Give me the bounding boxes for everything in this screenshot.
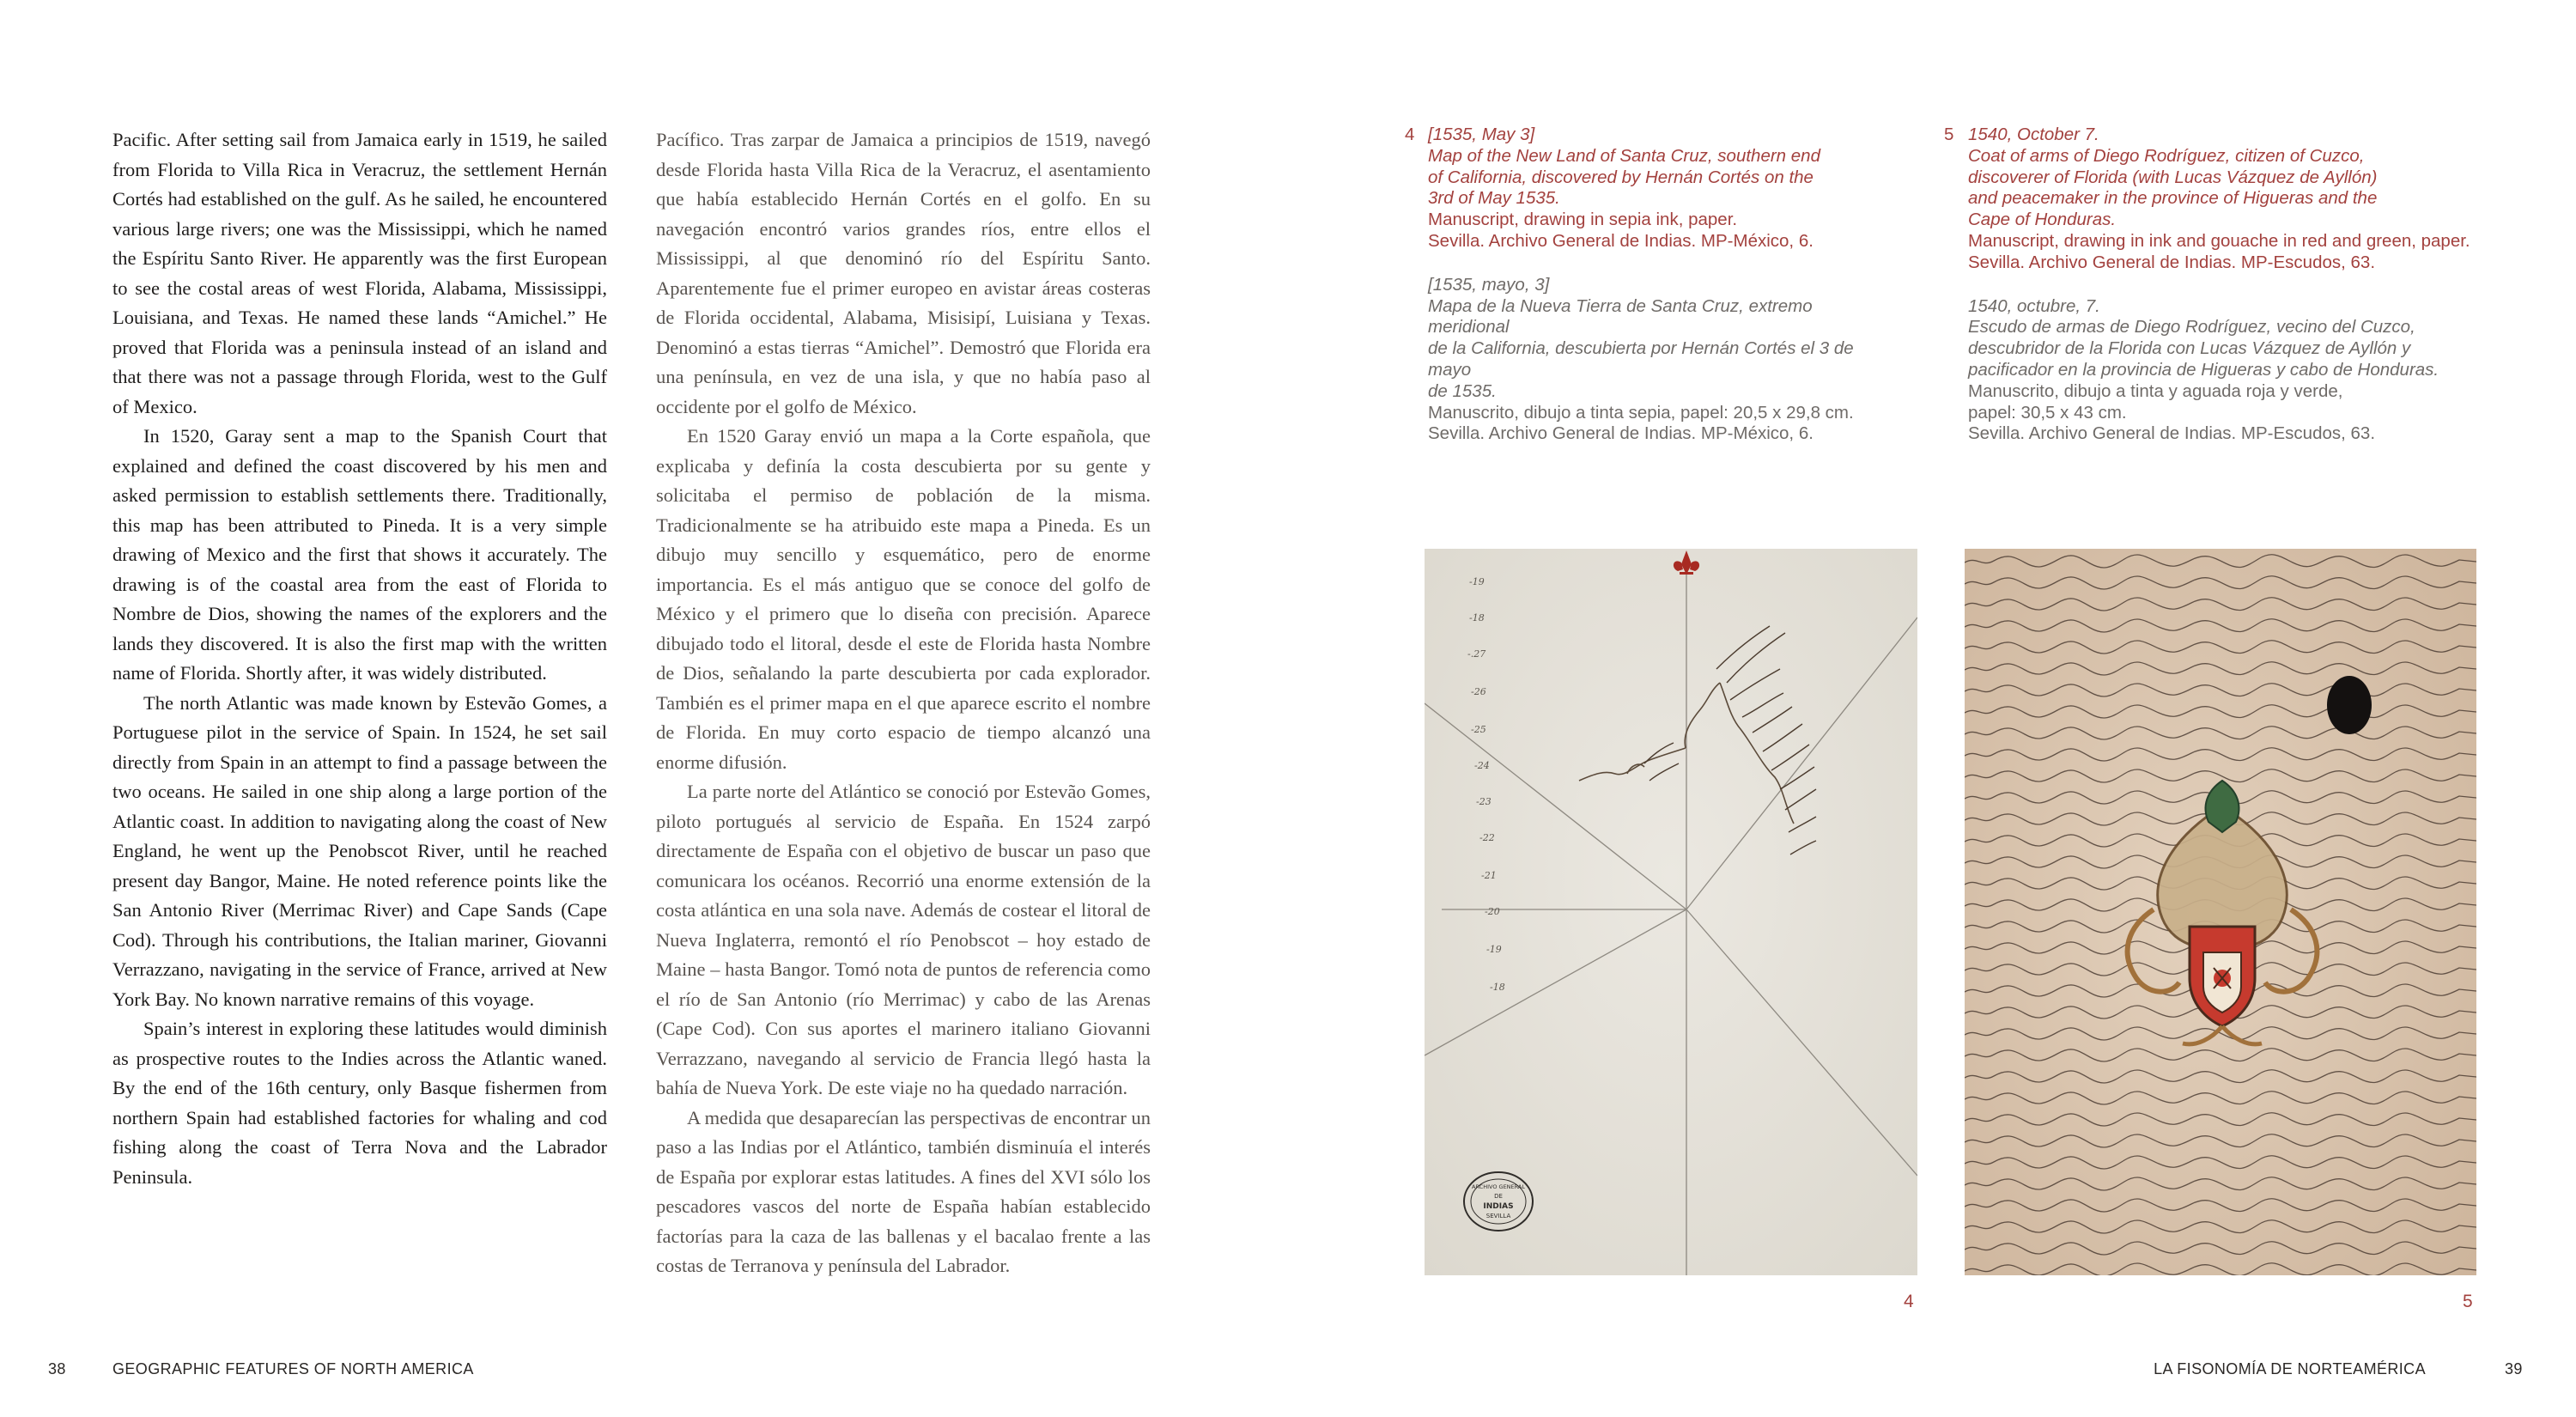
caption-line: papel: 30,5 x 43 cm. [1968, 402, 2127, 423]
caption-line: de la California, descubierta por Hernán Cortés el 3 de mayo [1428, 338, 1854, 380]
left-page-number: 38 [48, 1360, 66, 1377]
figure-number-5: 5 [2463, 1292, 2473, 1311]
spanish-paragraph-2: En 1520 Garay envió un mapa a la Corte española, que explicaba y definía la costa descubierta por su gente y solicitaba el permiso de población de la misma. Tradicionalmente se ha atribuido este mapa a Pineda. Es un dibujo muy sencillo y esquemático, pero de enorme importancia. Es el más antiguo que se conoce del golfo de México y el primero que lo diseña con precisión. Aparece dibujado todo el litoral, desde el este de Florida hasta Nombre de Dios, señalando la parte descubierta por cada explorador. También es el primer mapa en el que aparece escrito el nombre de Florida. En muy corto espacio de tiempo alcanzó una enorme difusión. [656, 425, 1151, 773]
english-text-column [112, 125, 607, 1192]
svg-text:-.27: -.27 [1467, 648, 1486, 660]
stamp-line: INDIAS [1483, 1202, 1514, 1211]
caption-line: Manuscript, drawing in ink and gouache in red and green, paper. [1968, 230, 2470, 251]
caption-line: Manuscript, drawing in sepia ink, paper. [1428, 210, 1738, 230]
spanish-paragraph-4: A medida que desaparecían las perspectivas de encontrar un paso a las Indias por el Atlántico, también disminuía el interés de España por explorar estas latitudes. A fines del XVI sólo los pescadores vascos del norte de España habían establecido factorías para la caza de las ballenas y el bacalao frente a las costas de Terranova y península del Labrador. [656, 1106, 1151, 1276]
caption-5-english [1968, 125, 2494, 274]
spanish-paragraph-1: Pacífico. Tras zarpar de Jamaica a principios de 1519, navegó desde Florida hasta Villa Rica de la Veracruz, el asentamiento que había establecido Hernán Cortés en el golfo. En su navegación encontró varios grandes ríos, entre ellos el Mississippi, al que denominó río del Espíritu Santo. Aparentemente fue el primer europeo en avistar áreas costeras de Florida occidental, Alabama, Misisipí, Luisiana y Texas. Denominó a estas tierras “Amichel”. Demostró que Florida era una península, en vez de una isla, y que no había paso al occidente por el golfo de México. [656, 129, 1151, 417]
right-running-title: LA FISONOMÍA DE NORTEAMÉRICA [2154, 1360, 2426, 1377]
svg-text:-18: -18 [1469, 612, 1485, 623]
caption-line: Sevilla. Archivo General de Indias. MP-México, 6. [1428, 230, 1814, 251]
caption-5-number: 5 [1944, 125, 1954, 144]
manuscript-plate [1965, 549, 2476, 1275]
english-paragraph-2: In 1520, Garay sent a map to the Spanish Court that explained and defined the coast discovered by his men and asked permission to establish settlements there. Traditionally, this map has been attributed to Pineda. It is a very simple drawing of Mexico and the first that shows it accurately. The drawing is of the coastal area from the east of Florida to Nombre de Dios, showing the names of the explorers and the lands they discovered. It is also the first map with the written name of Florida. Shortly after, it was widely distributed. [112, 425, 607, 684]
caption-5-spanish [1968, 296, 2494, 446]
caption-line: Manuscrito, dibujo a tinta y aguada roja y verde, [1968, 380, 2343, 401]
caption-line: 1540, octubre, 7. [1968, 295, 2100, 316]
caption-4-english [1428, 125, 1886, 252]
svg-text:-21: -21 [1481, 870, 1497, 881]
caption-line: Sevilla. Archivo General de Indias. MP-México, 6. [1428, 423, 1814, 444]
svg-text:-19: -19 [1469, 576, 1485, 587]
svg-text:-26: -26 [1471, 686, 1486, 697]
svg-text:-19: -19 [1486, 944, 1502, 955]
english-paragraph-1: Pacific. After setting sail from Jamaica early in 1519, he sailed from Florida to Villa Rica in Veracruz, the settlement Hernán Cortés had established on the gulf. As he sailed, he encountered various large rivers; one was the Mississippi, which he named the Espíritu Santo River. He apparently was the first European to see the costal areas of west Florida, Alabama, Mississippi, Louisiana, and Texas. He named these lands “Amichel.” He proved that Florida was a peninsula instead of an island and that there was not a passage through Florida, west to the Gulf of Mexico. [112, 129, 607, 417]
svg-text:-18: -18 [1490, 982, 1505, 993]
caption-line: Sevilla. Archivo General de Indias. MP-Escudos, 63. [1968, 252, 2376, 272]
caption-5 [1944, 125, 2494, 445]
coat-of-arms-manuscript-illustration [1965, 549, 2476, 1275]
map-plate [1425, 549, 1917, 1275]
caption-line: Manuscrito, dibujo a tinta sepia, papel: 20,5 x 29,8 cm. [1428, 402, 1854, 423]
caption-line: Coat of arms of Diego Rodríguez, citizen of Cuzco, [1968, 145, 2365, 166]
santa-cruz-map-illustration [1425, 549, 1917, 1275]
svg-text:-25: -25 [1471, 724, 1486, 735]
caption-line: discoverer of Florida (with Lucas Vázquez de Ayllón) [1968, 167, 2378, 187]
caption-line: Escudo de armas de Diego Rodríguez, vecino del Cuzco, [1968, 317, 2415, 338]
caption-line: Sevilla. Archivo General de Indias. MP-Escudos, 63. [1968, 423, 2376, 444]
caption-line: Cape of Honduras. [1968, 210, 2117, 230]
figure-number-4: 4 [1904, 1292, 1914, 1311]
caption-line: Map of the New Land of Santa Cruz, southern end [1428, 145, 1820, 166]
caption-line: descubridor de la Florida con Lucas Vázquez de Ayllón y [1968, 338, 2411, 359]
english-paragraph-4: Spain’s interest in exploring these latitudes would diminish as prospective routes to the Indies across the Atlantic waned. By the end of the 16th century, only Basque fishermen from northern Spain had established factories for whaling and cod fishing along the coast of Terra Nova and the Labrador Peninsula. [112, 1018, 607, 1188]
spanish-paragraph-3: La parte norte del Atlántico se conoció por Estevão Gomes, piloto portugués al servicio de España. En 1524 zarpó directamente de España con el objetivo de buscar un paso que comunicara los océanos. Recorrió una enorme extensión de la costa atlántica en una sola nave. Además de costear el litoral de Nueva Inglaterra, remontó el río Penobscot – hoy estado de Maine – hasta Bangor. Tomó nota de puntos de referencia como el río de San Antonio (río Merrimac) y cabo de las Arenas (Cape Cod). Con sus aportes el marinero italiano Giovanni Verrazzano, navegando al servicio de Francia llegó hasta la bahía de Nueva York. De este viaje no ha quedado narración. [656, 781, 1151, 1098]
caption-line: pacificador en la provincia de Higueras y cabo de Honduras. [1968, 359, 2439, 380]
caption-4-number: 4 [1405, 125, 1415, 144]
caption-line: [1535, mayo, 3] [1428, 274, 1550, 295]
caption-line: of California, discovered by Hernán Cortés on the [1428, 167, 1814, 187]
caption-line: [1535, May 3] [1428, 125, 1535, 144]
stamp-line: DE [1494, 1193, 1503, 1200]
english-paragraph-3: The north Atlantic was made known by Estevão Gomes, a Portuguese pilot in the service of Spain. In 1524, he set sail directly from Spain in an attempt to find a passage between the two oceans. He sailed in one ship along a large portion of the Atlantic coast. In addition to navigating along the coast of New England, he went up the Penobscot River, until he reached present day Bangor, Maine. He noted reference points like the San Antonio River (Merrimac River) and Cape Sands (Cape Cod). Through his contributions, the Italian mariner, Giovanni Verrazzano, navigating in the service of France, arrived at New York Bay. No known narrative remains of this voyage. [112, 691, 607, 1010]
caption-4 [1405, 125, 1886, 445]
svg-text:-23: -23 [1476, 796, 1492, 807]
right-page-number: 39 [2505, 1360, 2523, 1377]
svg-text:-20: -20 [1485, 906, 1500, 917]
svg-text:-22: -22 [1479, 832, 1495, 843]
svg-text:-24: -24 [1474, 760, 1490, 771]
left-running-title: GEOGRAPHIC FEATURES OF NORTH AMERICA [112, 1360, 474, 1377]
stamp-line: ARCHIVO GENERAL [1472, 1183, 1525, 1190]
caption-line: 1540, October 7. [1968, 125, 2099, 144]
caption-line: and peacemaker in the province of Higueras and the [1968, 188, 2378, 209]
stamp-line: SEVILLA [1485, 1213, 1511, 1219]
caption-line: Mapa de la Nueva Tierra de Santa Cruz, extremo meridional [1428, 295, 1813, 338]
caption-line: de 1535. [1428, 380, 1497, 401]
caption-4-spanish [1428, 275, 1886, 445]
caption-line: 3rd of May 1535. [1428, 188, 1560, 209]
spanish-text-column [656, 125, 1151, 1281]
